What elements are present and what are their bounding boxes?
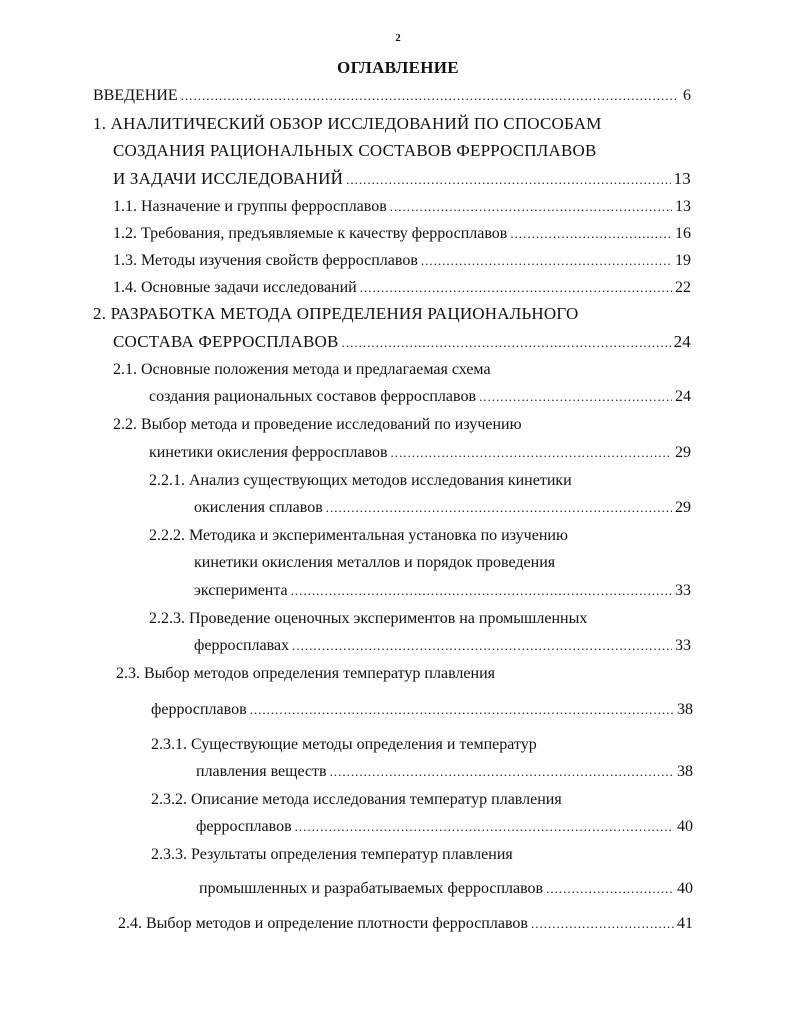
toc-chapter-2-line-1[interactable]: [93, 303, 578, 325]
leader-dots: [510, 223, 672, 245]
leader-dots: [292, 635, 672, 657]
toc-entry-text: окисления сплавов: [194, 499, 323, 516]
toc-entry-text: ферросплавах: [194, 637, 290, 654]
toc-entry-page: 29: [675, 444, 691, 461]
toc-section-2-2-2-line-1[interactable]: [149, 525, 568, 547]
toc-entry-text: 2. РАЗРАБОТКА МЕТОДА ОПРЕДЕЛЕНИЯ РАЦИОНАЛЬНОГО: [93, 304, 579, 323]
toc-chapter-1-line-3[interactable]: [113, 168, 691, 190]
toc-entry-text: кинетики окисления металлов и порядок проведения: [194, 554, 556, 571]
toc-chapter-1-line-2[interactable]: [113, 140, 597, 162]
leader-dots: [421, 250, 672, 272]
toc-entry-text: плавления веществ: [196, 763, 327, 780]
toc-entry-text: 1.4. Основные задачи исследований: [113, 279, 357, 296]
leader-dots: [360, 277, 672, 299]
leader-dots: [291, 580, 672, 602]
toc-entry-text: СОЗДАНИЯ РАЦИОНАЛЬНЫХ СОСТАВОВ ФЕРРОСПЛАВОВ: [113, 141, 597, 160]
toc-entry-text: создания рациональных составов ферросплавов: [149, 388, 476, 405]
toc-entry-text: 2.3.1. Существующие методы определения и температур: [151, 736, 537, 753]
leader-dots: [391, 442, 672, 464]
toc-section-2-2-3-line-2[interactable]: [194, 635, 691, 657]
toc-entry-page: 24: [675, 388, 691, 405]
toc-section-2-1-line-1[interactable]: [113, 359, 491, 381]
toc-entry-page: 13: [673, 169, 691, 188]
toc-entry-text: 2.2.2. Методика и экспериментальная установка по изучению: [149, 527, 568, 544]
toc-section-2-3-1-line-2[interactable]: [196, 761, 693, 783]
toc-section-2-2-2-line-3[interactable]: [194, 580, 691, 602]
toc-section-1-1[interactable]: [113, 196, 691, 218]
toc-section-2-2-line-2[interactable]: [149, 442, 691, 464]
toc-entry-text: 2.2.3. Проведение оценочных экспериментов на промышленных: [149, 610, 588, 627]
toc-entry-text: ферросплавов: [151, 701, 247, 718]
toc-entry-text: эксперимента: [194, 582, 288, 599]
toc-section-2-2-3-line-1[interactable]: [149, 608, 587, 630]
toc-section-2-3-line-1[interactable]: [116, 663, 495, 685]
toc-chapter-2-line-2[interactable]: [113, 331, 691, 353]
toc-entry-text: 2.3.2. Описание метода исследования температур плавления: [151, 791, 562, 808]
toc-entry-text: И ЗАДАЧИ ИССЛЕДОВАНИЙ: [113, 169, 344, 188]
toc-entry-page: 13: [675, 198, 691, 215]
toc-section-2-3-1-line-1[interactable]: [151, 734, 537, 756]
toc-entry-text: кинетики окисления ферросплавов: [149, 444, 388, 461]
toc-entry-text: 2.3.3. Результаты определения температур плавления: [151, 846, 513, 863]
toc-entry-page: 40: [677, 818, 693, 835]
leader-dots: [250, 699, 674, 721]
toc-section-2-3-line-2[interactable]: [151, 699, 693, 721]
toc-entry-text: 2.2. Выбор метода и проведение исследований по изучению: [113, 416, 522, 433]
toc-entry-page: 16: [675, 225, 691, 242]
leader-dots: [326, 497, 672, 519]
toc-section-2-4[interactable]: [118, 913, 693, 935]
toc-entry-page: 6: [683, 87, 691, 104]
leader-dots: [546, 878, 674, 900]
toc-entry-text: промышленных и разрабатываемых ферросплавов: [199, 880, 544, 897]
toc-entry-text: ферросплавов: [196, 818, 292, 835]
leader-dots: [531, 913, 674, 935]
toc-entry-page: 22: [675, 279, 691, 296]
toc-chapter-1-line-1[interactable]: [93, 113, 602, 135]
toc-entry-text: 2.2.1. Анализ существующих методов исследования кинетики: [149, 472, 572, 489]
toc-section-2-1-line-2[interactable]: [149, 386, 691, 408]
toc-section-1-3[interactable]: [113, 250, 691, 272]
toc-entry-text: ВВЕДЕНИЕ: [93, 87, 178, 104]
toc-section-2-2-1-line-1[interactable]: [149, 470, 572, 492]
toc-entry-page: 38: [677, 763, 693, 780]
toc-entry-page: 33: [675, 582, 691, 599]
toc-entry-page: 38: [677, 701, 693, 718]
toc-entry-page: 19: [675, 252, 691, 269]
toc-entry-text: 1.3. Методы изучения свойств ферросплавов: [113, 252, 418, 269]
toc-entry-page: 41: [677, 915, 693, 932]
toc-entry-page: 40: [677, 880, 693, 897]
toc-entry-text: 1. АНАЛИТИЧЕСКИЙ ОБЗОР ИССЛЕДОВАНИЙ ПО СПОСОБАМ: [93, 114, 602, 133]
toc-section-1-4[interactable]: [113, 277, 691, 299]
toc-section-2-2-line-1[interactable]: [113, 414, 522, 436]
toc-entry-text: 2.1. Основные положения метода и предлагаемая схема: [113, 361, 491, 378]
leader-dots: [346, 169, 671, 191]
toc-entry-page: 29: [675, 499, 691, 516]
toc-section-2-2-2-line-2[interactable]: [194, 552, 555, 574]
toc-entry-text: 2.3. Выбор методов определения температур плавления: [116, 665, 495, 682]
toc-entry-page: 24: [673, 332, 691, 351]
leader-dots: [181, 85, 676, 107]
leader-dots: [390, 196, 672, 218]
toc-entry-page: 33: [675, 637, 691, 654]
leader-dots: [342, 332, 671, 354]
page-title: ОГЛАВЛЕНИЕ: [337, 58, 459, 77]
leader-dots: [479, 386, 672, 408]
toc-section-2-3-2-line-2[interactable]: [196, 816, 693, 838]
leader-dots: [330, 761, 674, 783]
toc-entry-intro[interactable]: [93, 85, 691, 107]
toc-section-2-3-3-line-1[interactable]: [151, 844, 513, 866]
toc-section-2-3-3-line-2[interactable]: [199, 878, 693, 900]
page-number: 2: [395, 32, 401, 44]
toc-section-1-2[interactable]: [113, 223, 691, 245]
toc-entry-text: 1.1. Назначение и группы ферросплавов: [113, 198, 387, 215]
toc-entry-text: СОСТАВА ФЕРРОСПЛАВОВ: [113, 332, 339, 351]
toc-section-2-2-1-line-2[interactable]: [194, 497, 691, 519]
leader-dots: [295, 816, 674, 838]
toc-entry-text: 2.4. Выбор методов и определение плотности ферросплавов: [118, 915, 528, 932]
toc-entry-text: 1.2. Требования, предъявляемые к качеству ферросплавов: [113, 225, 508, 242]
toc-section-2-3-2-line-1[interactable]: [151, 789, 562, 811]
